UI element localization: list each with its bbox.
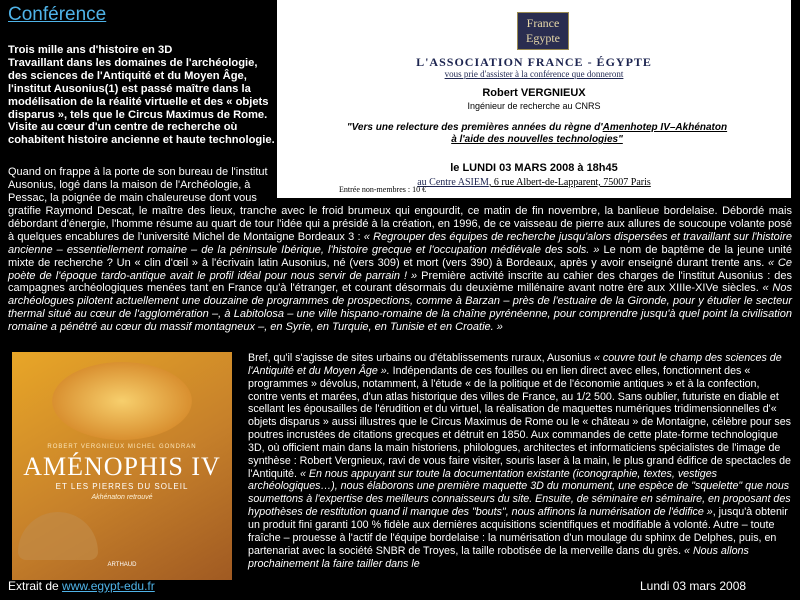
venue-link[interactable]: au Centre ASIEM bbox=[417, 177, 489, 188]
conference-topic bbox=[337, 122, 737, 146]
invite-text: vous prie d'assister à la conférence que donneront bbox=[444, 69, 624, 79]
sun-disc-illustration bbox=[52, 362, 192, 440]
source-link[interactable]: www.egypt-edu.fr bbox=[62, 579, 155, 593]
book-subtitle: ET LES PIERRES DU SOLEIL bbox=[55, 482, 189, 491]
book-title: AMÉNOPHIS IV bbox=[23, 452, 221, 481]
paragraph-3 bbox=[248, 352, 792, 570]
invitation-card bbox=[277, 0, 791, 198]
p2-quote-1: « Regrouper des équipes de recherche jusqu'alors dispersées et travaillant sur l'histoire ancienne – essentiellement romaine – de la péninsule Ibérique, l'histoire grecque et l'occupation médiévale des sols. » bbox=[8, 230, 792, 256]
entry-fee: Entrée non-membres : 10 € bbox=[339, 185, 427, 194]
france-egypte-logo bbox=[517, 12, 569, 50]
p3-text-1: Bref, qu'il s'agisse de sites urbains ou d'établissements ruraux, Ausonius bbox=[248, 352, 594, 364]
book-publisher: ARTHAUD bbox=[107, 562, 137, 568]
p2-quote-3: « Nos archéologues pilotent actuellement une douzaine de programmes de prospections, comme à Barzan – près de l'estuaire de la Gironde, pour y étudier le secteur thermal situé au cœur de l'agglomération –, à Labitolosa – une ville hispano-romaine de la chaîne pyrénéenne, pour comprendre jusqu'à quel point la civilisation romaine a pénétré au cœur du massif montagneux –, en Syrie, en Turquie, en Tunisie et en Croatie. » bbox=[8, 282, 792, 334]
paragraph-2 bbox=[8, 205, 792, 334]
topic-part-2: à l'aide des nouvelles technologies" bbox=[451, 134, 623, 145]
p2-text-2: Le nom de baptême de la jeune unité mixte de recherche ? Un « clin d'œil » à l'écrivain latin Ausonius, né (vers 309) et mort (vers 390) à Bordeaux, après y avoir enseigné durant trente ans. bbox=[8, 243, 792, 269]
association-name: L'ASSOCIATION FRANCE - ÉGYPTE bbox=[416, 55, 652, 69]
p2-text-1: gratifie Raymond Descat, le maître des lieux, tranche avec le froid brumeux qui engourdit, ce matin de fin novembre, la banlieue bordelaise. Débordé mais débordant d'énergie, l'homme résume au quart de tour l'idée qui a présidé à la création, en 1996, de ce vaisseau de pierre aux allures de soucoupe volante posé à quelques encablures de l'université Michel de Montaigne Bordeaux 3 : bbox=[8, 205, 792, 243]
book-authors: ROBERT VERGNIEUX MICHEL GONDRAN bbox=[47, 444, 197, 450]
source-credit bbox=[8, 579, 155, 593]
p2-text-3: Première activité inscrite au cahier des charges de l'institut Ausonius : des campagnes archéologiques menées tant en France qu'à l'étranger, et courant désormais du deuxième millénaire avant notre ère aux XIIIe-XIVe siècles. bbox=[8, 269, 792, 295]
topic-link[interactable]: Amenhotep IV–Akhénaton bbox=[602, 122, 728, 133]
footer-date: Lundi 03 mars 2008 bbox=[640, 579, 747, 593]
p3-quote-1: « couvre tout le champ des sciences de l'Antiquité et du Moyen Âge ». bbox=[248, 352, 782, 377]
venue-address: , 6 rue Albert-de-Lapparent, 75007 Paris bbox=[488, 177, 651, 188]
intro-text: Trois mille ans d'histoire en 3D Travaillant dans les domaines de l'archéologie, des sciences de l'Antiquité et du Moyen Âge, l'institut Ausonius(1) est passé maître dans la modélisation de la réalité virtuelle et des « objets disparus », tels que le Circus Maximus de Rome. Visite au cœur d'un centre de recherche où cohabitent histoire ancienne et haute technologie. bbox=[8, 44, 275, 147]
logo-line-1: France bbox=[526, 16, 560, 30]
p3-quote-3: « Nous allons prochainement la faire tailler dans le bbox=[248, 544, 749, 570]
p3-text-2: Indépendants de ces fouilles ou en lien direct avec elles, fonctionnent des « programmes » dévolus, notamment, à l'étude « de la politique et de l'économie antiques » et à la confection, contre vents et marées, d'un atlas historique des villes de France, au 1/2 500. Sans oublier, futuriste en diable et scellant les épousailles de l'érudition et du virtuel, la réalisation de maquettes numériques tridimensionnelles d'« objets disparus » aussi illustres que le Circus Maximus de Rome ou le « château » de Montaigne, célèbre pour ses poutres incrustées de citations grecques et détruit en 1850. Aux commandes de cette plate-forme technologique 3D, où officient main dans la main historiens, philologues, architectes et informaticiens spécialistes de l'image de synthèse : Robert Vergnieux, ravi de vous faire visiter, souris laser à la main, le plus grand édifice de spectacles de l'Antiquité. bbox=[248, 364, 791, 480]
p3-text-3: , jusqu'à obtenir un produit fini garanti 100 % fidèle aux dernières acquisitions scientifiques et modifiable à volonté. Autre – toute fraîche – prouesse à l'actif de l'équipe bordelaise : la numérisation d'un moulage du sphinx de Delphes, puis, en partenariat avec la société SNBR de Troyes, la taille robotisée de la merveille dans du grès. bbox=[248, 506, 788, 557]
speaker-role: Ingénieur de recherche au CNRS bbox=[467, 101, 601, 111]
book-cover-image bbox=[12, 352, 232, 580]
paragraph-1: Quand on frappe à la porte de son bureau de l'institut Ausonius, logé dans la maison de l'Archéologie, à Pessac, la poignée de main chaleureuse dont vous bbox=[8, 166, 268, 204]
figure-illustration bbox=[18, 512, 98, 560]
p3-quote-2: « En nous appuyant sur toute la documentation existante (iconographie, textes, vestiges archéologiques…), nous élaborons une première maquette 3D du monument, une espèce de "squelette" que nous soumettons à l'expertise des meilleurs connaisseurs du site. Ensuite, de séminaire en séminaire, en proposant des hypothèses de restitution quand il manque des "bouts", nous affinons la numérisation de l'édifice » bbox=[248, 467, 791, 519]
book-subtitle-2: Akhénaton retrouvé bbox=[91, 494, 153, 501]
speaker-name: Robert VERGNIEUX bbox=[482, 87, 586, 99]
conference-date: le LUNDI 03 MARS 2008 à 18h45 bbox=[450, 162, 618, 174]
source-label: Extrait de bbox=[8, 579, 63, 593]
page-title: Conférence bbox=[8, 4, 107, 25]
logo-line-2: Egypte bbox=[526, 31, 560, 45]
p2-quote-2: « Ce poète de l'époque tardo-antique avait le profil idéal pour nous servir de parrain ! » bbox=[8, 256, 792, 282]
topic-part-1: "Vers une relecture des premières années du règne d' bbox=[346, 122, 603, 133]
